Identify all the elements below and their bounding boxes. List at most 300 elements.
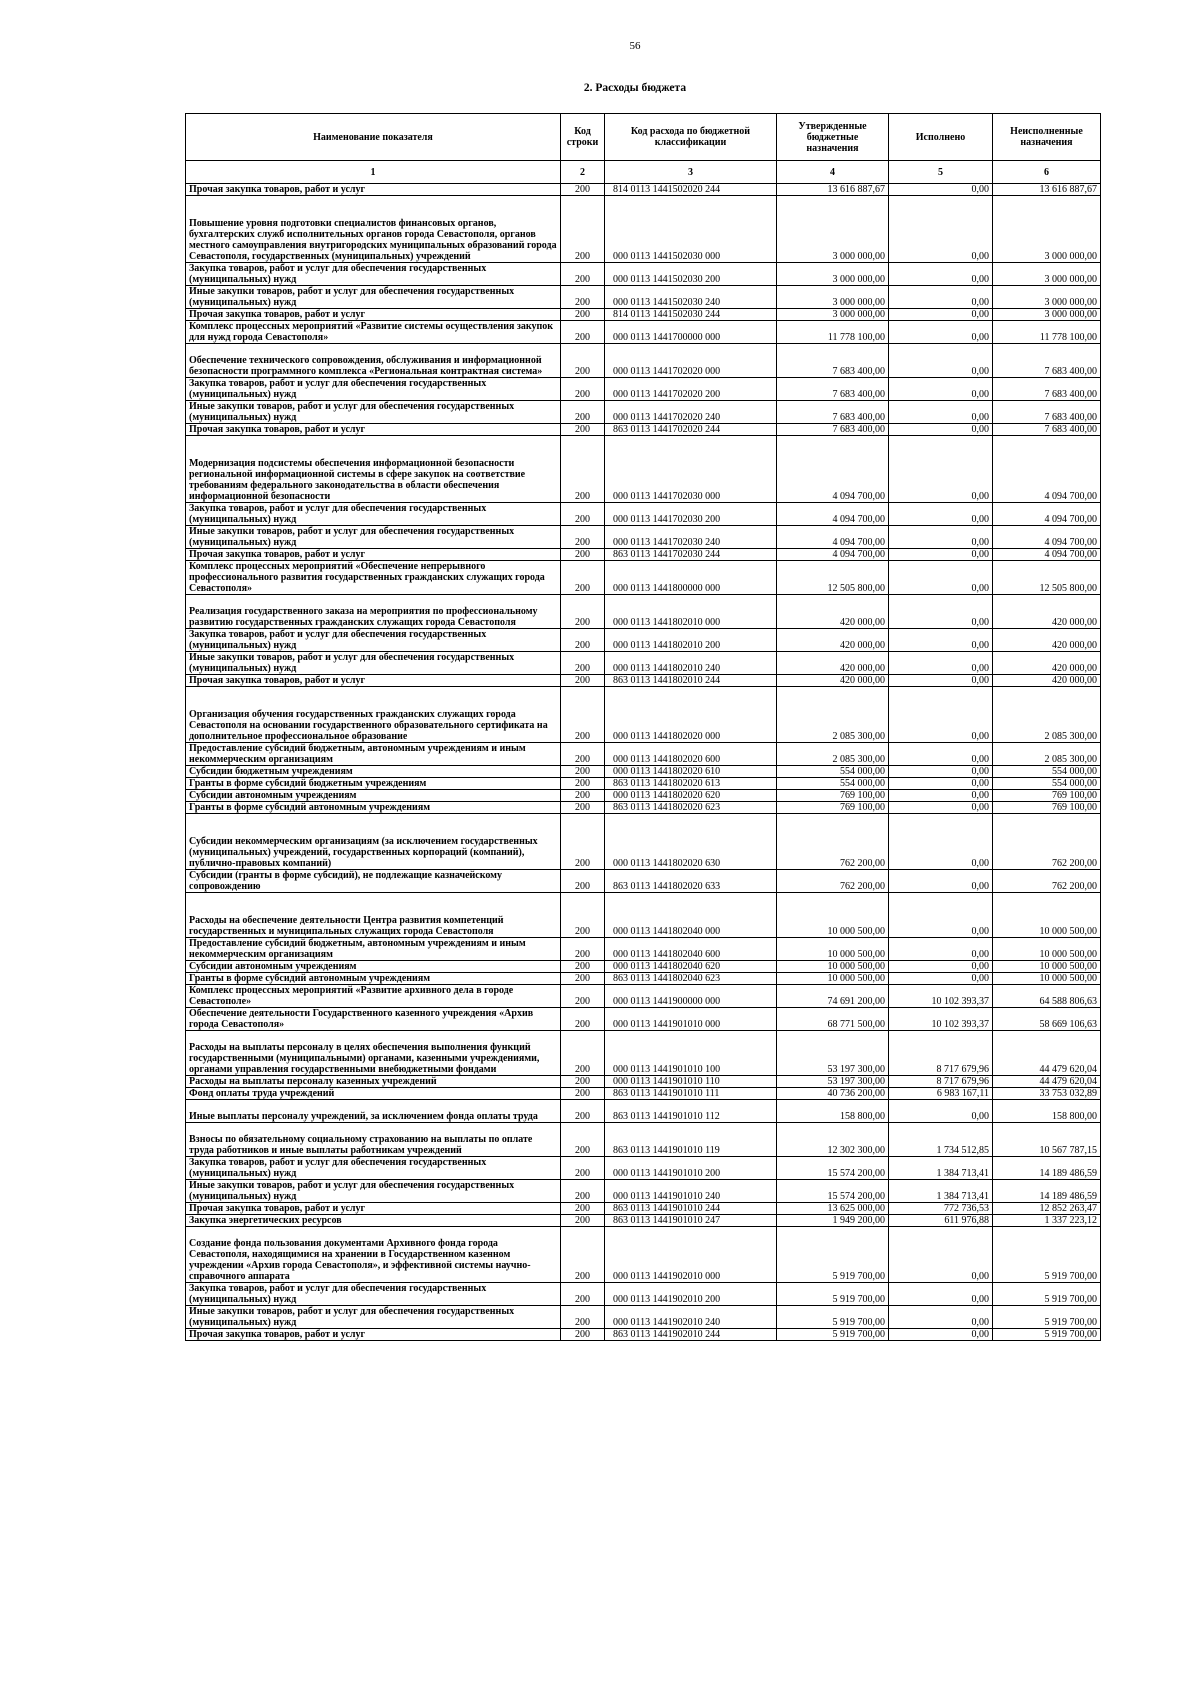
row-approved: 5 919 700,00: [777, 1283, 889, 1306]
row-executed: 0,00: [889, 436, 993, 503]
row-budget-code: 000 0113 1441802040 620: [605, 961, 777, 973]
row-name: Расходы на выплаты персоналу казенных учреждений: [186, 1076, 561, 1088]
row-approved: 4 094 700,00: [777, 549, 889, 561]
row-executed: 0,00: [889, 629, 993, 652]
row-approved: 3 000 000,00: [777, 196, 889, 263]
row-executed: 6 983 167,11: [889, 1088, 993, 1100]
expenses-table: [185, 113, 1101, 1341]
row-budget-code: 000 0113 1441802020 620: [605, 790, 777, 802]
row-line-code: 200: [561, 595, 605, 629]
row-unexecuted: 5 919 700,00: [993, 1227, 1101, 1283]
row-line-code: 200: [561, 652, 605, 675]
table-row: [186, 893, 1101, 938]
row-approved: 53 197 300,00: [777, 1031, 889, 1076]
table-row: [186, 870, 1101, 893]
row-unexecuted: 4 094 700,00: [993, 549, 1101, 561]
row-approved: 10 000 500,00: [777, 938, 889, 961]
row-name: Иные закупки товаров, работ и услуг для обеспечения государственных (муниципальных) нужд: [186, 1180, 561, 1203]
row-budget-code: 863 0113 1441702030 244: [605, 549, 777, 561]
row-executed: 0,00: [889, 802, 993, 814]
row-unexecuted: 420 000,00: [993, 652, 1101, 675]
row-unexecuted: 44 479 620,04: [993, 1031, 1101, 1076]
row-executed: 0,00: [889, 401, 993, 424]
row-line-code: 200: [561, 526, 605, 549]
row-executed: 0,00: [889, 778, 993, 790]
row-approved: 15 574 200,00: [777, 1180, 889, 1203]
row-budget-code: 000 0113 1441802040 600: [605, 938, 777, 961]
row-name: Закупка энергетических ресурсов: [186, 1215, 561, 1227]
row-budget-code: 000 0113 1441802020 000: [605, 687, 777, 743]
row-budget-code: 000 0113 1441902010 200: [605, 1283, 777, 1306]
row-approved: 554 000,00: [777, 778, 889, 790]
row-line-code: 200: [561, 196, 605, 263]
row-name: Организация обучения государственных гражданских служащих города Севастополя на основании государственного образовательного сертификата на дополнительное профессиональное образование: [186, 687, 561, 743]
row-budget-code: 000 0113 1441802020 600: [605, 743, 777, 766]
row-line-code: 200: [561, 1329, 605, 1341]
row-approved: 5 919 700,00: [777, 1329, 889, 1341]
row-executed: 0,00: [889, 1100, 993, 1123]
table-row: [186, 675, 1101, 687]
table-row: [186, 1203, 1101, 1215]
row-executed: 0,00: [889, 1227, 993, 1283]
table-row: [186, 743, 1101, 766]
row-unexecuted: 10 567 787,15: [993, 1123, 1101, 1157]
row-executed: 0,00: [889, 1283, 993, 1306]
header-indicator-name: Наименование показателя: [186, 114, 561, 161]
table-row: [186, 1088, 1101, 1100]
row-unexecuted: 4 094 700,00: [993, 526, 1101, 549]
row-line-code: 200: [561, 802, 605, 814]
row-approved: 68 771 500,00: [777, 1008, 889, 1031]
row-name: Гранты в форме субсидий бюджетным учреждениям: [186, 778, 561, 790]
row-unexecuted: 3 000 000,00: [993, 309, 1101, 321]
row-approved: 2 085 300,00: [777, 743, 889, 766]
row-budget-code: 000 0113 1441702030 200: [605, 503, 777, 526]
row-executed: 10 102 393,37: [889, 1008, 993, 1031]
row-name: Создание фонда пользования документами Архивного фонда города Севастополя, находящимися на хранении в Государственном казенном учреждении «Архив города Севастополя», и эффективной системы научно-справочного аппарата: [186, 1227, 561, 1283]
row-executed: 0,00: [889, 549, 993, 561]
table-row: [186, 321, 1101, 344]
row-approved: 3 000 000,00: [777, 309, 889, 321]
row-line-code: 200: [561, 1306, 605, 1329]
row-budget-code: 000 0113 1441901010 240: [605, 1180, 777, 1203]
row-budget-code: 863 0113 1441901010 247: [605, 1215, 777, 1227]
row-executed: 0,00: [889, 652, 993, 675]
row-budget-code: 000 0113 1441902010 000: [605, 1227, 777, 1283]
table-row: [186, 286, 1101, 309]
row-line-code: 200: [561, 985, 605, 1008]
row-name: Взносы по обязательному социальному страхованию на выплаты по оплате труда работников и иные выплаты работникам учреждений: [186, 1123, 561, 1157]
row-budget-code: 863 0113 1441901010 244: [605, 1203, 777, 1215]
row-approved: 74 691 200,00: [777, 985, 889, 1008]
table-row: [186, 436, 1101, 503]
row-approved: 12 505 800,00: [777, 561, 889, 595]
column-number: 5: [889, 161, 993, 184]
row-unexecuted: 769 100,00: [993, 790, 1101, 802]
table-row: [186, 814, 1101, 870]
row-approved: 40 736 200,00: [777, 1088, 889, 1100]
row-executed: 0,00: [889, 309, 993, 321]
row-executed: 0,00: [889, 973, 993, 985]
row-budget-code: 000 0113 1441802020 610: [605, 766, 777, 778]
row-name: Предоставление субсидий бюджетным, автономным учреждениям и иным некоммерческим организациям: [186, 938, 561, 961]
row-name: Субсидии бюджетным учреждениям: [186, 766, 561, 778]
table-row: [186, 961, 1101, 973]
row-executed: 0,00: [889, 286, 993, 309]
row-unexecuted: 10 000 500,00: [993, 938, 1101, 961]
row-unexecuted: 4 094 700,00: [993, 503, 1101, 526]
row-name: Реализация государственного заказа на мероприятия по профессиональному развитию государственных гражданских служащих города Севастополя: [186, 595, 561, 629]
row-unexecuted: 554 000,00: [993, 778, 1101, 790]
row-executed: 0,00: [889, 595, 993, 629]
row-line-code: 200: [561, 687, 605, 743]
row-approved: 7 683 400,00: [777, 344, 889, 378]
column-number: 3: [605, 161, 777, 184]
row-approved: 7 683 400,00: [777, 378, 889, 401]
row-unexecuted: 420 000,00: [993, 675, 1101, 687]
row-budget-code: 863 0113 1441802020 623: [605, 802, 777, 814]
row-name: Гранты в форме субсидий автономным учреждениям: [186, 973, 561, 985]
row-unexecuted: 2 085 300,00: [993, 687, 1101, 743]
row-name: Гранты в форме субсидий автономным учреждениям: [186, 802, 561, 814]
row-name: Иные закупки товаров, работ и услуг для обеспечения государственных (муниципальных) нужд: [186, 526, 561, 549]
row-line-code: 200: [561, 263, 605, 286]
row-line-code: 200: [561, 309, 605, 321]
row-line-code: 200: [561, 503, 605, 526]
row-name: Закупка товаров, работ и услуг для обеспечения государственных (муниципальных) нужд: [186, 503, 561, 526]
row-executed: 0,00: [889, 687, 993, 743]
row-unexecuted: 158 800,00: [993, 1100, 1101, 1123]
row-unexecuted: 1 337 223,12: [993, 1215, 1101, 1227]
row-name: Закупка товаров, работ и услуг для обеспечения государственных (муниципальных) нужд: [186, 1157, 561, 1180]
row-line-code: 200: [561, 1227, 605, 1283]
row-name: Фонд оплаты труда учреждений: [186, 1088, 561, 1100]
table-row: [186, 790, 1101, 802]
row-approved: 10 000 500,00: [777, 973, 889, 985]
table-row: [186, 1329, 1101, 1341]
row-budget-code: 000 0113 1441702020 240: [605, 401, 777, 424]
row-line-code: 200: [561, 790, 605, 802]
row-budget-code: 000 0113 1441502030 200: [605, 263, 777, 286]
row-budget-code: 863 0113 1441901010 112: [605, 1100, 777, 1123]
row-budget-code: 863 0113 1441901010 111: [605, 1088, 777, 1100]
row-unexecuted: 12 852 263,47: [993, 1203, 1101, 1215]
row-name: Закупка товаров, работ и услуг для обеспечения государственных (муниципальных) нужд: [186, 1283, 561, 1306]
row-unexecuted: 14 189 486,59: [993, 1157, 1101, 1180]
row-name: Иные закупки товаров, работ и услуг для обеспечения государственных (муниципальных) нужд: [186, 401, 561, 424]
row-name: Субсидии (гранты в форме субсидий), не подлежащие казначейскому сопровождению: [186, 870, 561, 893]
row-unexecuted: 10 000 500,00: [993, 961, 1101, 973]
row-executed: 0,00: [889, 938, 993, 961]
column-number: 2: [561, 161, 605, 184]
row-executed: 0,00: [889, 743, 993, 766]
table-row: [186, 1180, 1101, 1203]
header-unexecuted: Неисполненные назначения: [993, 114, 1101, 161]
row-executed: 0,00: [889, 378, 993, 401]
row-unexecuted: 762 200,00: [993, 870, 1101, 893]
table-row: [186, 184, 1101, 196]
row-executed: 0,00: [889, 526, 993, 549]
row-budget-code: 863 0113 1441902010 244: [605, 1329, 777, 1341]
row-line-code: 200: [561, 629, 605, 652]
column-number: 1: [186, 161, 561, 184]
row-line-code: 200: [561, 973, 605, 985]
row-name: Иные выплаты персоналу учреждений, за исключением фонда оплаты труда: [186, 1100, 561, 1123]
row-approved: 420 000,00: [777, 629, 889, 652]
row-approved: 4 094 700,00: [777, 436, 889, 503]
row-name: Предоставление субсидий бюджетным, автономным учреждениям и иным некоммерческим организациям: [186, 743, 561, 766]
row-executed: 10 102 393,37: [889, 985, 993, 1008]
table-row: [186, 561, 1101, 595]
row-unexecuted: 11 778 100,00: [993, 321, 1101, 344]
row-approved: 420 000,00: [777, 652, 889, 675]
row-name: Прочая закупка товаров, работ и услуг: [186, 549, 561, 561]
row-approved: 10 000 500,00: [777, 893, 889, 938]
row-approved: 769 100,00: [777, 790, 889, 802]
row-line-code: 200: [561, 870, 605, 893]
table-row: [186, 344, 1101, 378]
row-approved: 158 800,00: [777, 1100, 889, 1123]
row-executed: 0,00: [889, 196, 993, 263]
table-row: [186, 196, 1101, 263]
header-row: [186, 114, 1101, 161]
row-name: Субсидии автономным учреждениям: [186, 961, 561, 973]
row-budget-code: 000 0113 1441901010 200: [605, 1157, 777, 1180]
row-name: Субсидии автономным учреждениям: [186, 790, 561, 802]
row-unexecuted: 13 616 887,67: [993, 184, 1101, 196]
row-budget-code: 814 0113 1441502020 244: [605, 184, 777, 196]
table-row: [186, 1100, 1101, 1123]
row-name: Иные закупки товаров, работ и услуг для обеспечения государственных (муниципальных) нужд: [186, 652, 561, 675]
row-executed: 0,00: [889, 263, 993, 286]
row-name: Закупка товаров, работ и услуг для обеспечения государственных (муниципальных) нужд: [186, 629, 561, 652]
row-unexecuted: 7 683 400,00: [993, 378, 1101, 401]
row-budget-code: 000 0113 1441702030 240: [605, 526, 777, 549]
row-name: Комплекс процессных мероприятий «Развитие архивного дела в городе Севастополе»: [186, 985, 561, 1008]
row-budget-code: 863 0113 1441802020 613: [605, 778, 777, 790]
row-unexecuted: 7 683 400,00: [993, 401, 1101, 424]
row-unexecuted: 769 100,00: [993, 802, 1101, 814]
row-approved: 53 197 300,00: [777, 1076, 889, 1088]
row-name: Расходы на выплаты персоналу в целях обеспечения выполнения функций государственными (муниципальными) органами, казенными учреждениями, органами управления государственными внебюджетными фондами: [186, 1031, 561, 1076]
row-executed: 0,00: [889, 790, 993, 802]
row-unexecuted: 420 000,00: [993, 595, 1101, 629]
column-numbers-row: [186, 161, 1101, 184]
column-number: 6: [993, 161, 1101, 184]
row-executed: 0,00: [889, 675, 993, 687]
row-line-code: 200: [561, 1076, 605, 1088]
row-line-code: 200: [561, 1008, 605, 1031]
row-unexecuted: 33 753 032,89: [993, 1088, 1101, 1100]
row-executed: 0,00: [889, 1329, 993, 1341]
row-approved: 10 000 500,00: [777, 961, 889, 973]
row-line-code: 200: [561, 1123, 605, 1157]
table-row: [186, 549, 1101, 561]
table-row: [186, 1283, 1101, 1306]
row-executed: 0,00: [889, 424, 993, 436]
row-approved: 554 000,00: [777, 766, 889, 778]
row-line-code: 200: [561, 1283, 605, 1306]
row-line-code: 200: [561, 1088, 605, 1100]
table-row: [186, 973, 1101, 985]
row-unexecuted: 7 683 400,00: [993, 424, 1101, 436]
row-budget-code: 000 0113 1441901010 100: [605, 1031, 777, 1076]
row-executed: 0,00: [889, 870, 993, 893]
row-approved: 7 683 400,00: [777, 401, 889, 424]
table-row: [186, 802, 1101, 814]
row-unexecuted: 58 669 106,63: [993, 1008, 1101, 1031]
section-title: 2. Расходы бюджета: [583, 82, 687, 94]
row-budget-code: 000 0113 1441802010 000: [605, 595, 777, 629]
row-budget-code: 000 0113 1441802020 630: [605, 814, 777, 870]
row-budget-code: 000 0113 1441702020 000: [605, 344, 777, 378]
row-approved: 420 000,00: [777, 675, 889, 687]
row-executed: 1 384 713,41: [889, 1157, 993, 1180]
row-unexecuted: 3 000 000,00: [993, 263, 1101, 286]
row-unexecuted: 5 919 700,00: [993, 1283, 1101, 1306]
row-name: Повышение уровня подготовки специалистов финансовых органов, бухгалтерских служб исполнительных органов города Севастополя, органов местного самоуправления внутригородских муниципальных образований города Севастополя, государственных (муниципальных) учреждений: [186, 196, 561, 263]
row-unexecuted: 5 919 700,00: [993, 1306, 1101, 1329]
table-row: [186, 526, 1101, 549]
row-approved: 762 200,00: [777, 814, 889, 870]
row-executed: 1 384 713,41: [889, 1180, 993, 1203]
table-row: [186, 1123, 1101, 1157]
table-row: [186, 424, 1101, 436]
row-line-code: 200: [561, 778, 605, 790]
row-unexecuted: 554 000,00: [993, 766, 1101, 778]
row-executed: 0,00: [889, 814, 993, 870]
row-budget-code: 000 0113 1441900000 000: [605, 985, 777, 1008]
page-number: 56: [629, 40, 641, 52]
row-budget-code: 000 0113 1441702020 200: [605, 378, 777, 401]
table-row: [186, 1031, 1101, 1076]
row-executed: 0,00: [889, 766, 993, 778]
row-executed: 772 736,53: [889, 1203, 993, 1215]
row-executed: 8 717 679,96: [889, 1076, 993, 1088]
row-approved: 13 616 887,67: [777, 184, 889, 196]
row-executed: 611 976,88: [889, 1215, 993, 1227]
row-unexecuted: 4 094 700,00: [993, 436, 1101, 503]
row-line-code: 200: [561, 549, 605, 561]
row-line-code: 200: [561, 893, 605, 938]
row-unexecuted: 5 919 700,00: [993, 1329, 1101, 1341]
row-line-code: 200: [561, 321, 605, 344]
row-name: Обеспечение деятельности Государственного казенного учреждения «Архив города Севастополя»: [186, 1008, 561, 1031]
row-line-code: 200: [561, 961, 605, 973]
row-unexecuted: 10 000 500,00: [993, 893, 1101, 938]
row-budget-code: 863 0113 1441901010 119: [605, 1123, 777, 1157]
row-budget-code: 863 0113 1441802040 623: [605, 973, 777, 985]
row-budget-code: 863 0113 1441802020 633: [605, 870, 777, 893]
row-budget-code: 000 0113 1441901010 000: [605, 1008, 777, 1031]
table-row: [186, 309, 1101, 321]
row-line-code: 200: [561, 814, 605, 870]
table-row: [186, 985, 1101, 1008]
row-line-code: 200: [561, 938, 605, 961]
row-executed: 0,00: [889, 321, 993, 344]
row-name: Комплекс процессных мероприятий «Обеспечение непрерывного профессионального развития государственных гражданских служащих города Севастополя»: [186, 561, 561, 595]
row-executed: 0,00: [889, 961, 993, 973]
row-line-code: 200: [561, 1031, 605, 1076]
header-line-code: Код строки: [561, 114, 605, 161]
row-name: Прочая закупка товаров, работ и услуг: [186, 184, 561, 196]
row-approved: 3 000 000,00: [777, 286, 889, 309]
row-name: Прочая закупка товаров, работ и услуг: [186, 675, 561, 687]
header-budget-code: Код расхода по бюджетной классификации: [605, 114, 777, 161]
row-line-code: 200: [561, 424, 605, 436]
table-row: [186, 687, 1101, 743]
row-budget-code: 000 0113 1441802010 240: [605, 652, 777, 675]
row-budget-code: 000 0113 1441802040 000: [605, 893, 777, 938]
row-name: Иные закупки товаров, работ и услуг для обеспечения государственных (муниципальных) нужд: [186, 1306, 561, 1329]
row-unexecuted: 64 588 806,63: [993, 985, 1101, 1008]
row-budget-code: 000 0113 1441502030 000: [605, 196, 777, 263]
row-executed: 0,00: [889, 893, 993, 938]
row-executed: 0,00: [889, 184, 993, 196]
row-name: Закупка товаров, работ и услуг для обеспечения государственных (муниципальных) нужд: [186, 263, 561, 286]
table-row: [186, 263, 1101, 286]
table-row: [186, 1215, 1101, 1227]
row-line-code: 200: [561, 286, 605, 309]
row-budget-code: 000 0113 1441901010 110: [605, 1076, 777, 1088]
row-line-code: 200: [561, 401, 605, 424]
row-approved: 1 949 200,00: [777, 1215, 889, 1227]
row-executed: 0,00: [889, 344, 993, 378]
row-executed: 0,00: [889, 503, 993, 526]
table-row: [186, 1157, 1101, 1180]
row-approved: 769 100,00: [777, 802, 889, 814]
row-approved: 12 302 300,00: [777, 1123, 889, 1157]
row-approved: 420 000,00: [777, 595, 889, 629]
row-name: Прочая закупка товаров, работ и услуг: [186, 1329, 561, 1341]
table-row: [186, 766, 1101, 778]
row-budget-code: 863 0113 1441802010 244: [605, 675, 777, 687]
row-executed: 1 734 512,85: [889, 1123, 993, 1157]
row-unexecuted: 12 505 800,00: [993, 561, 1101, 595]
table-row: [186, 503, 1101, 526]
row-budget-code: 000 0113 1441800000 000: [605, 561, 777, 595]
row-unexecuted: 10 000 500,00: [993, 973, 1101, 985]
row-line-code: 200: [561, 378, 605, 401]
row-approved: 5 919 700,00: [777, 1306, 889, 1329]
row-unexecuted: 14 189 486,59: [993, 1180, 1101, 1203]
row-name: Прочая закупка товаров, работ и услуг: [186, 1203, 561, 1215]
row-approved: 2 085 300,00: [777, 687, 889, 743]
row-line-code: 200: [561, 344, 605, 378]
table-row: [186, 401, 1101, 424]
table-row: [186, 652, 1101, 675]
row-line-code: 200: [561, 184, 605, 196]
row-name: Прочая закупка товаров, работ и услуг: [186, 309, 561, 321]
table-row: [186, 629, 1101, 652]
table-row: [186, 938, 1101, 961]
row-line-code: 200: [561, 1215, 605, 1227]
row-executed: 0,00: [889, 561, 993, 595]
row-line-code: 200: [561, 436, 605, 503]
table-row: [186, 778, 1101, 790]
row-approved: 4 094 700,00: [777, 503, 889, 526]
row-line-code: 200: [561, 1203, 605, 1215]
row-budget-code: 000 0113 1441502030 240: [605, 286, 777, 309]
header-executed: Исполнено: [889, 114, 993, 161]
row-line-code: 200: [561, 766, 605, 778]
row-approved: 762 200,00: [777, 870, 889, 893]
row-line-code: 200: [561, 1180, 605, 1203]
row-budget-code: 000 0113 1441700000 000: [605, 321, 777, 344]
row-unexecuted: 420 000,00: [993, 629, 1101, 652]
row-budget-code: 000 0113 1441902010 240: [605, 1306, 777, 1329]
row-unexecuted: 3 000 000,00: [993, 196, 1101, 263]
